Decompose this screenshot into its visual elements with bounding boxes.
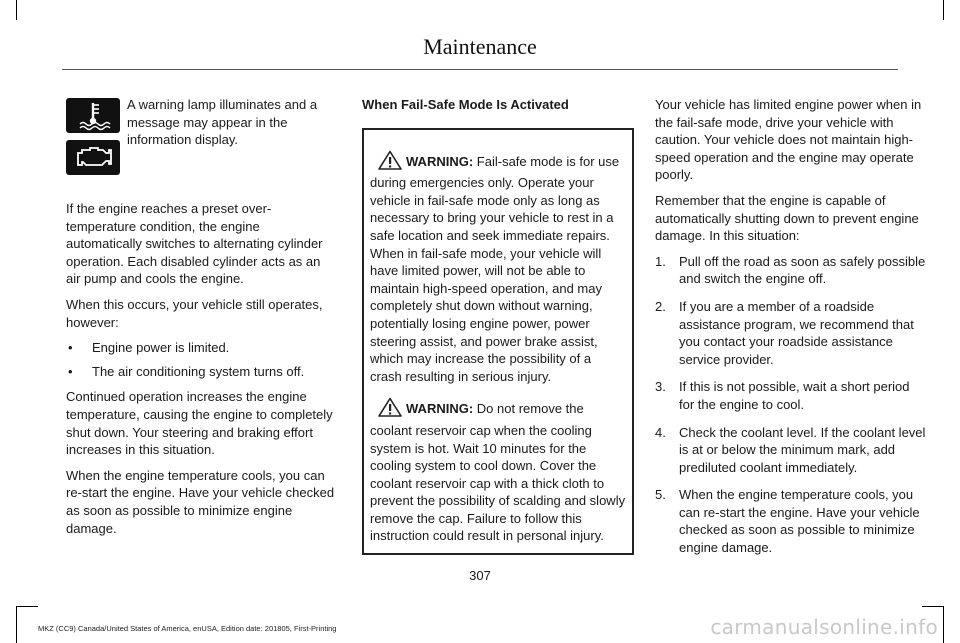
header-divider: [62, 69, 898, 70]
watermark: carmanualsonline.info: [710, 615, 938, 639]
step-number: 5.: [655, 487, 666, 503]
warning-triangle-icon: [378, 397, 402, 422]
warning-label: WARNING:: [406, 153, 474, 169]
list-item: [655, 298, 927, 368]
bullet-list: [66, 339, 338, 380]
check-engine-icon: [66, 140, 120, 175]
list-item-text: Engine power is limited.: [92, 340, 230, 356]
warning-box: [362, 128, 634, 555]
list-item: [66, 339, 338, 357]
crop-mark: [922, 606, 944, 607]
numbered-list: [655, 253, 927, 557]
list-item-text: The air conditioning system turns off.: [92, 363, 305, 379]
crop-mark: [16, 0, 17, 20]
step-text: Check the coolant level. If the coolant level is at or below the minimum mark, add prediluted coolant immediately.: [679, 424, 926, 475]
paragraph: When this occurs, your vehicle still operates, however:: [66, 296, 323, 330]
paragraph: Continued operation increases the engine temperature, causing the engine to completely shut down. Your steering and braking effort increases in this situation.: [66, 389, 333, 458]
crop-mark: [16, 606, 38, 607]
paragraph: Remember that the engine is capable of automatically shutting down to prevent engine damage. In this situation:: [655, 192, 919, 244]
step-number: 3.: [655, 379, 666, 395]
step-number: 2.: [655, 298, 666, 314]
warning-paragraph: [370, 397, 626, 545]
crop-mark: [943, 0, 944, 20]
warning-paragraph: [370, 150, 626, 386]
lamp-description: A warning lamp illuminates and a message may appear in the information display.: [127, 97, 318, 148]
warning-text: Fail-safe mode is for use during emergencies only. Operate your vehicle in fail-safe mode only as long as necessary to bring your vehicle to rest in a safe location and seek immediate repairs. When in fail-safe mode, your vehicle will have limited power, will not be able to maintain high-speed operation, and may completely shut down without warning, potentially losing engine power, power steering assist, and power brake assist, which may increase the possibility of a crash resulting in serious injury.: [370, 153, 620, 384]
step-text: Pull off the road as soon as safely possible and switch the engine off.: [679, 253, 926, 287]
warning-label: WARNING:: [406, 401, 474, 417]
step-text: If this is not possible, wait a short period for the engine to cool.: [679, 379, 910, 412]
list-item: [655, 424, 927, 477]
middle-column: [362, 96, 634, 555]
paragraph: If the engine reaches a preset over-temperature condition, the engine automatically switches to alternating cylinder operation. Each disabled cylinder acts as an air pump and cools the engine.: [66, 201, 323, 287]
section-heading: When Fail-Safe Mode Is Activated: [362, 97, 569, 112]
warning-text: Do not remove the coolant reservoir cap when the cooling system is hot. Wait 10 minutes for the cooling system to cool down. Cover the coolant reservoir cap with a thick cloth to prevent the possibility of scalding and slowly remove the cap. Failure to follow this instruction could result in personal injury.: [370, 401, 626, 544]
footer-edition-info: MKZ (CC9) Canada/United States of America, enUSA, Edition date: 201805, First-Printing: [38, 624, 337, 633]
step-number: 1.: [655, 253, 666, 269]
list-item: [655, 253, 927, 288]
left-column: [66, 96, 338, 545]
right-column: [655, 96, 927, 567]
warning-lamp-block: [66, 96, 338, 200]
step-text: When the engine temperature cools, you can re-start the engine. Have your vehicle checked as soon as possible to minimize engine damage.: [679, 487, 920, 556]
paragraph: Your vehicle has limited engine power when in the fail-safe mode, drive your vehicle with caution. Your vehicle does not maintain high-speed operation and the engine may operate poorly.: [655, 97, 922, 183]
page-title: Maintenance: [423, 34, 537, 59]
step-number: 4.: [655, 424, 666, 440]
list-item: [655, 378, 927, 413]
crop-mark: [943, 606, 944, 643]
page-number: 307: [469, 568, 491, 583]
bullet-marker: •: [68, 363, 73, 379]
warning-triangle-icon: [378, 150, 402, 175]
list-item: [66, 363, 338, 381]
coolant-temperature-icon: [66, 98, 120, 133]
paragraph: When the engine temperature cools, you can re-start the engine. Have your vehicle checked as soon as possible to minimize engine damage.: [66, 467, 335, 536]
bullet-marker: •: [68, 340, 73, 356]
list-item: [655, 486, 927, 556]
crop-mark: [16, 606, 17, 643]
step-text: If you are a member of a roadside assistance program, we recommend that you contact your roadside assistance service provider.: [679, 298, 914, 367]
